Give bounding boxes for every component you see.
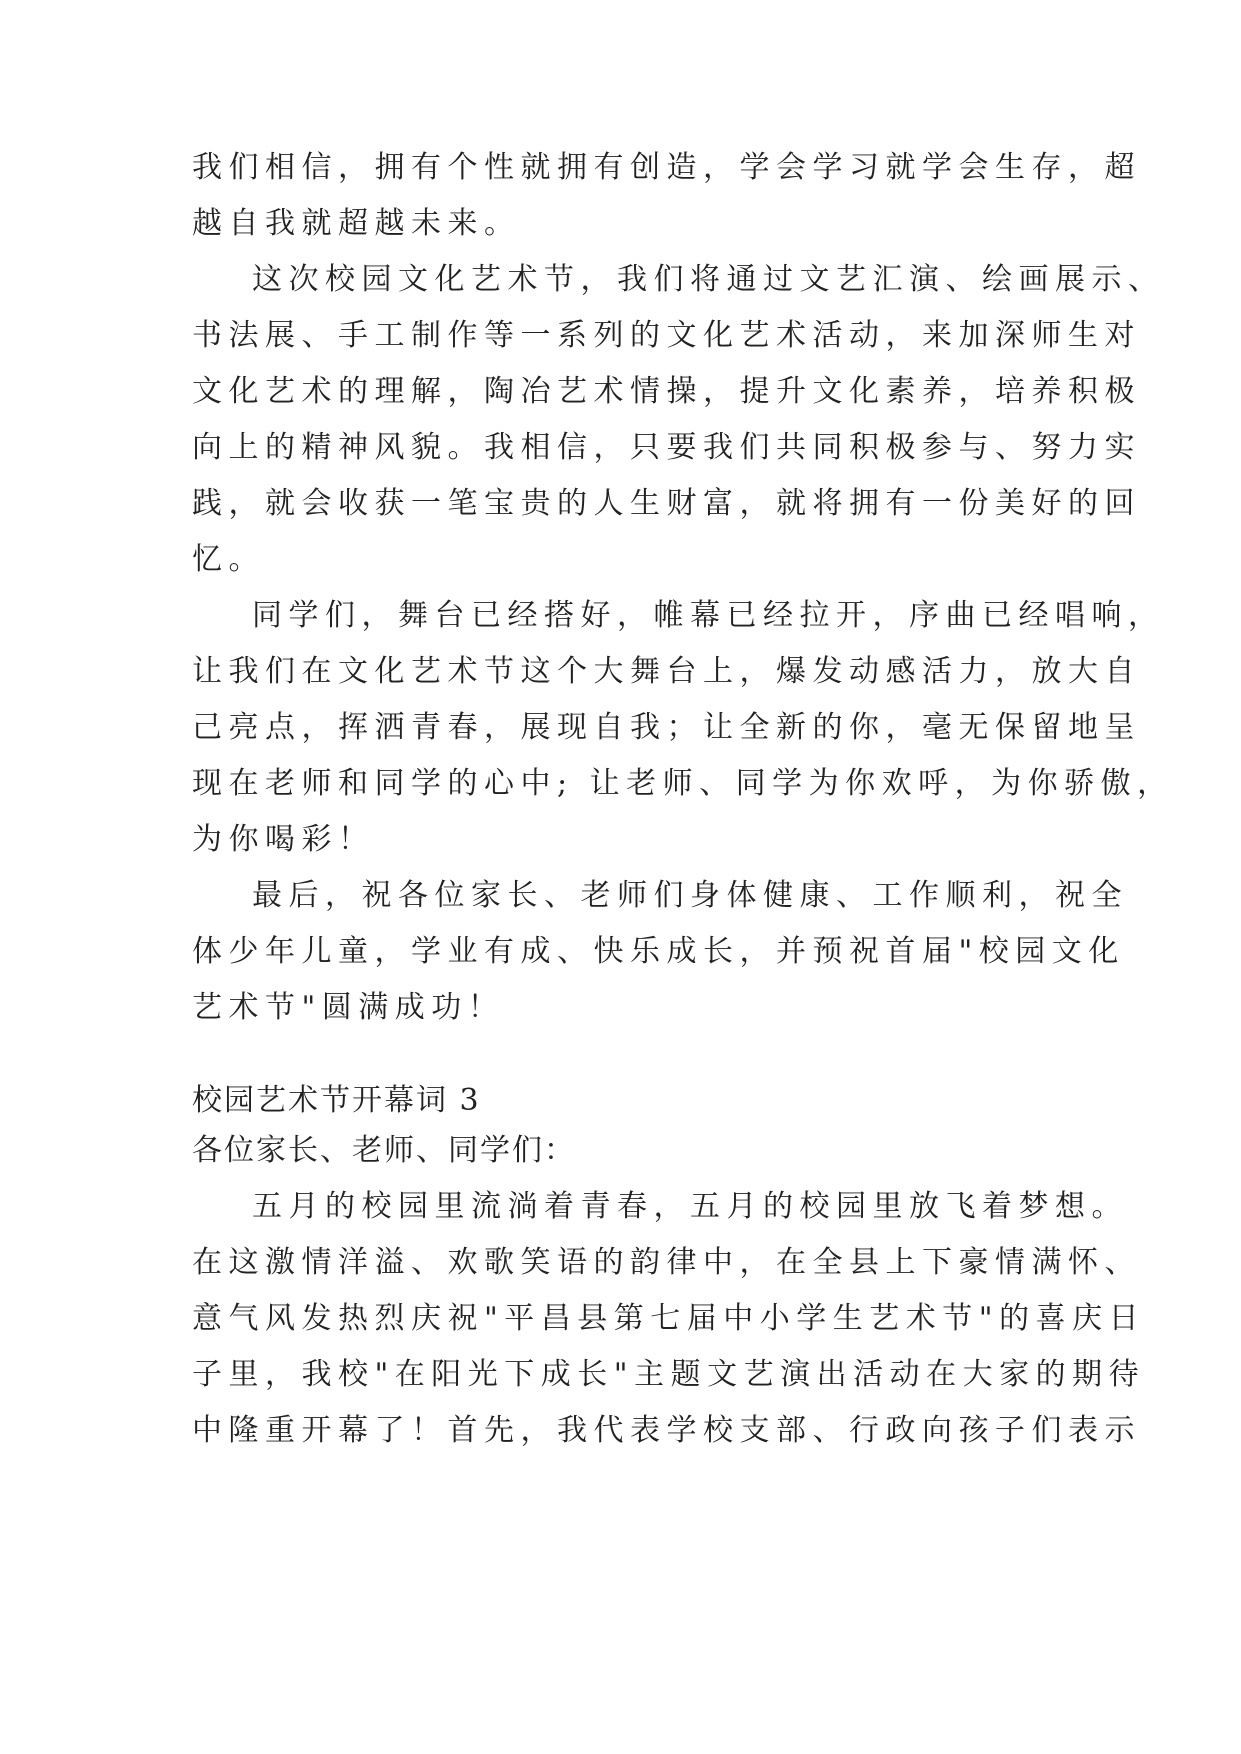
- text-line: 最后，祝各位家长、老师们身体健康、工作顺利，祝全: [252, 878, 1128, 913]
- text-line: 我们相信，拥有个性就拥有创造，学会学习就学会生存，超: [192, 150, 1141, 185]
- text-line: 中隆重开幕了！首先，我代表学校支部、行政向孩子们表示: [192, 1413, 1141, 1448]
- text-line: 越自我就超越未来。: [192, 206, 521, 241]
- section-title: 校园艺术节开幕词 3: [192, 1083, 481, 1118]
- text-line: 意气风发热烈庆祝"平昌县第七届中小学生艺术节"的喜庆日: [192, 1301, 1146, 1336]
- text-line: 文化艺术的理解，陶冶艺术情操，提升文化素养，培养积极: [192, 374, 1141, 409]
- text-line: 体少年儿童，学业有成、快乐成长，并预祝首届"校园文化: [192, 934, 1125, 969]
- text-line: 己亮点，挥洒青春，展现自我；让全新的你，毫无保留地呈: [192, 710, 1141, 745]
- text-line: 书法展、手工制作等一系列的文化艺术活动，来加深师生对: [192, 318, 1141, 353]
- text-line: 向上的精神风貌。我相信，只要我们共同积极参与、努力实: [192, 430, 1141, 465]
- text-line: 五月的校园里流淌着青春，五月的校园里放飞着梦想。: [252, 1189, 1128, 1224]
- text-line: 忆。: [192, 542, 265, 577]
- text-line: 让我们在文化艺术节这个大舞台上，爆发动感活力，放大自: [192, 654, 1141, 689]
- text-line: 践，就会收获一笔宝贵的人生财富，就将拥有一份美好的回: [192, 486, 1141, 521]
- salutation: 各位家长、老师、同学们：: [192, 1133, 576, 1168]
- text-line: 艺术节"圆满成功！: [192, 990, 505, 1025]
- text-line: 在这激情洋溢、欢歌笑语的韵律中，在全县上下豪情满怀、: [192, 1245, 1141, 1280]
- text-line: 这次校园文化艺术节，我们将通过文艺汇演、绘画展示、: [252, 262, 1165, 297]
- text-line: 同学们，舞台已经搭好，帷幕已经拉开，序曲已经唱响，: [252, 598, 1165, 633]
- text-line: 现在老师和同学的心中; 让老师、同学为你欢呼，为你骄傲，: [192, 766, 1174, 801]
- text-line: 为你喝彩！: [192, 822, 375, 857]
- text-line: 子里，我校"在阳光下成长"主题文艺演出活动在大家的期待: [192, 1357, 1146, 1392]
